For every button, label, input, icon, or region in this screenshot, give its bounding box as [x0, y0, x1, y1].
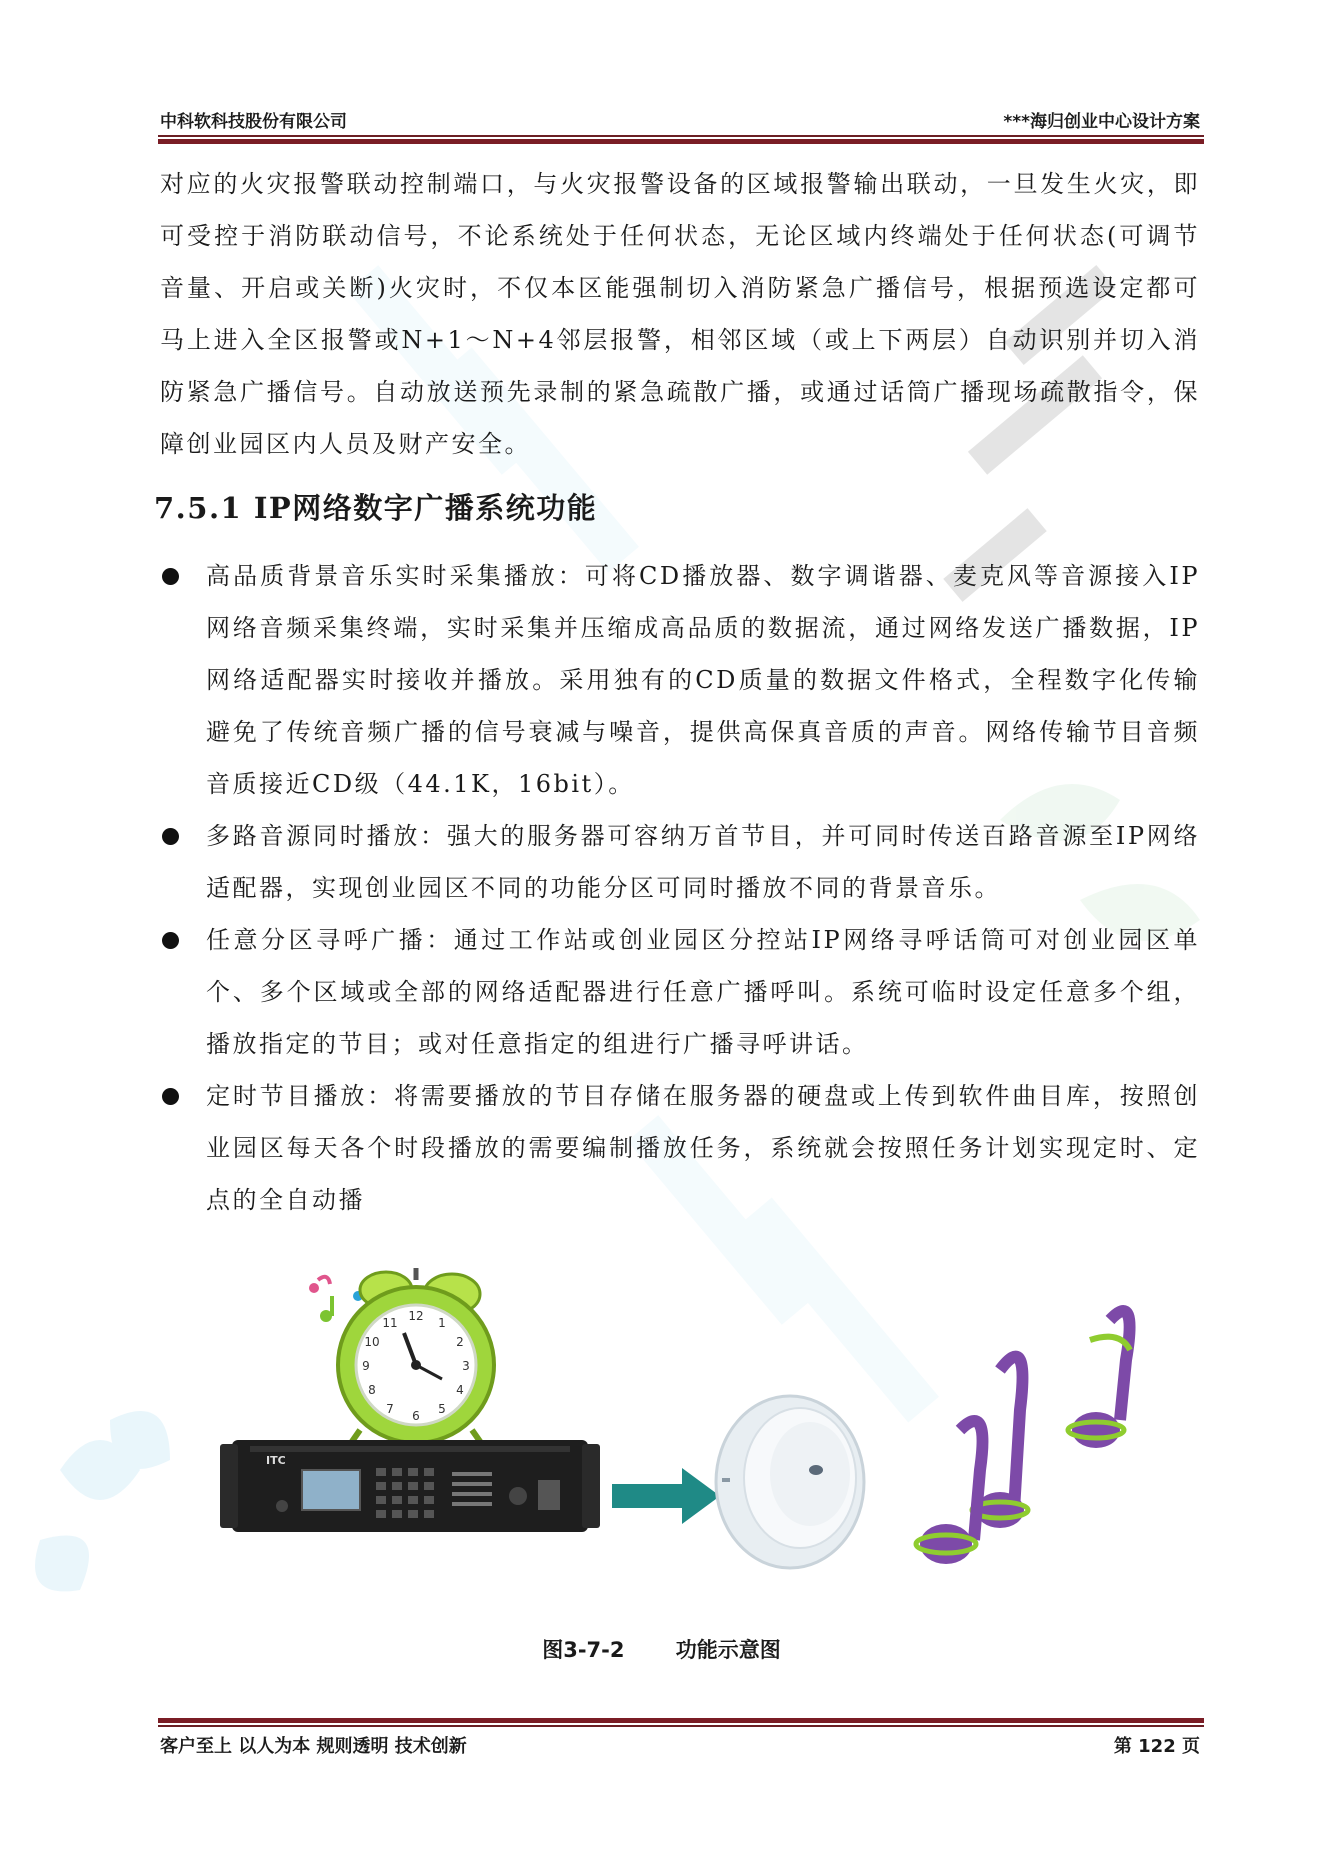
list-item-text: 任意分区寻呼广播：通过工作站或创业园区分控站IP网络寻呼话筒可对创业园区单个、多个区域或全部的网络适配器进行任意广播呼叫。系统可临时设定任意多个组，播放指定的节目；或对任意指定的组进行广播寻呼讲话。 — [206, 926, 1200, 1058]
list-item-text: 多路音源同时播放：强大的服务器可容纳万首节目，并可同时传送百路音源至IP网络适配器，实现创业园区不同的功能分区可同时播放不同的背景音乐。 — [206, 822, 1200, 902]
clock-number: 7 — [386, 1402, 394, 1416]
device-brand-label: ITC — [266, 1454, 286, 1467]
footer-rule-thick — [158, 1718, 1204, 1723]
header-rule-thick — [158, 139, 1204, 144]
header-company: 中科软科技股份有限公司 — [160, 112, 347, 132]
bullet-icon — [162, 1088, 179, 1105]
figure-title: 功能示意图 — [675, 1638, 781, 1662]
list-item — [160, 914, 1200, 1070]
figure-caption — [0, 1634, 1323, 1664]
list-item — [160, 810, 1200, 914]
figure-number: 图3-7-2 — [542, 1638, 625, 1662]
clock-number: 5 — [438, 1402, 446, 1416]
ceiling-speaker-icon — [716, 1396, 864, 1568]
clock-number: 3 — [462, 1359, 470, 1373]
clock-number: 11 — [382, 1316, 398, 1330]
alarm-clock-icon — [338, 1268, 494, 1450]
header-document-title: ***海归创业中心设计方案 — [1003, 112, 1200, 132]
bullet-icon — [162, 828, 179, 845]
list-item — [160, 550, 1200, 810]
clock-number: 8 — [368, 1383, 376, 1397]
list-item-text: 高品质背景音乐实时采集播放：可将CD播放器、数字调谐器、麦克风等音源接入IP网络音频采集终端，实时采集并压缩成高品质的数据流，通过网络发送广播数据，IP网络适配器实时接收并播放。采用独有的CD质量的数据文件格式，全程数字化传输避免了传统音频广播的信号衰减与噪音，提供高保真音质的声音。网络传输节目音频音质接近CD级（44.1K，16bit）。 — [206, 562, 1200, 798]
clock-number: 10 — [364, 1335, 380, 1349]
function-diagram — [220, 1260, 1220, 1610]
clock-number: 4 — [456, 1383, 464, 1397]
clock-number: 12 — [408, 1309, 424, 1323]
page-footer — [158, 1732, 1204, 1762]
clock-number: 9 — [362, 1359, 370, 1373]
clock-number: 6 — [412, 1409, 420, 1423]
clock-number: 1 — [438, 1316, 446, 1330]
music-notes-icon — [916, 1311, 1130, 1564]
clock-number: 2 — [456, 1335, 464, 1349]
footer-rule-thin — [158, 1725, 1204, 1727]
intro-paragraph: 对应的火灾报警联动控制端口，与火灾报警设备的区域报警输出联动，一旦发生火灾，即可受控于消防联动信号，不论系统处于任何状态，无论区域内终端处于任何状态(可调节音量、开启或关断)火灾时，不仅本区能强制切入消防紧急广播信号，根据预选设定都可马上进入全区报警或N+1～N+4邻层报警，相邻区域（或上下两层）自动识别并切入消防紧急广播信号。自动放送预先录制的紧急疏散广播，或通过话筒广播现场疏散指令，保障创业园区内人员及财产安全。 — [160, 170, 1200, 458]
page-body — [154, 158, 1200, 1226]
feature-list — [160, 550, 1200, 1226]
page-header — [158, 103, 1204, 133]
arrow-right-icon — [612, 1468, 720, 1524]
header-rule-thin — [158, 135, 1204, 137]
footer-slogan: 客户至上 以人为本 规则透明 技术创新 — [160, 1736, 467, 1757]
section-heading: 7.5.1 IP网络数字广播系统功能 — [154, 491, 598, 525]
list-item-text: 定时节目播放：将需要播放的节目存储在服务器的硬盘或上传到软件曲目库，按照创业园区每天各个时段播放的需要编制播放任务，系统就会按照任务计划实现定时、定点的全自动播 — [206, 1082, 1200, 1214]
broadcast-amplifier-icon — [220, 1440, 600, 1532]
bullet-icon — [162, 932, 179, 949]
bullet-icon — [162, 568, 179, 585]
list-item — [160, 1070, 1200, 1226]
page-number: 第 122 页 — [1113, 1736, 1200, 1757]
